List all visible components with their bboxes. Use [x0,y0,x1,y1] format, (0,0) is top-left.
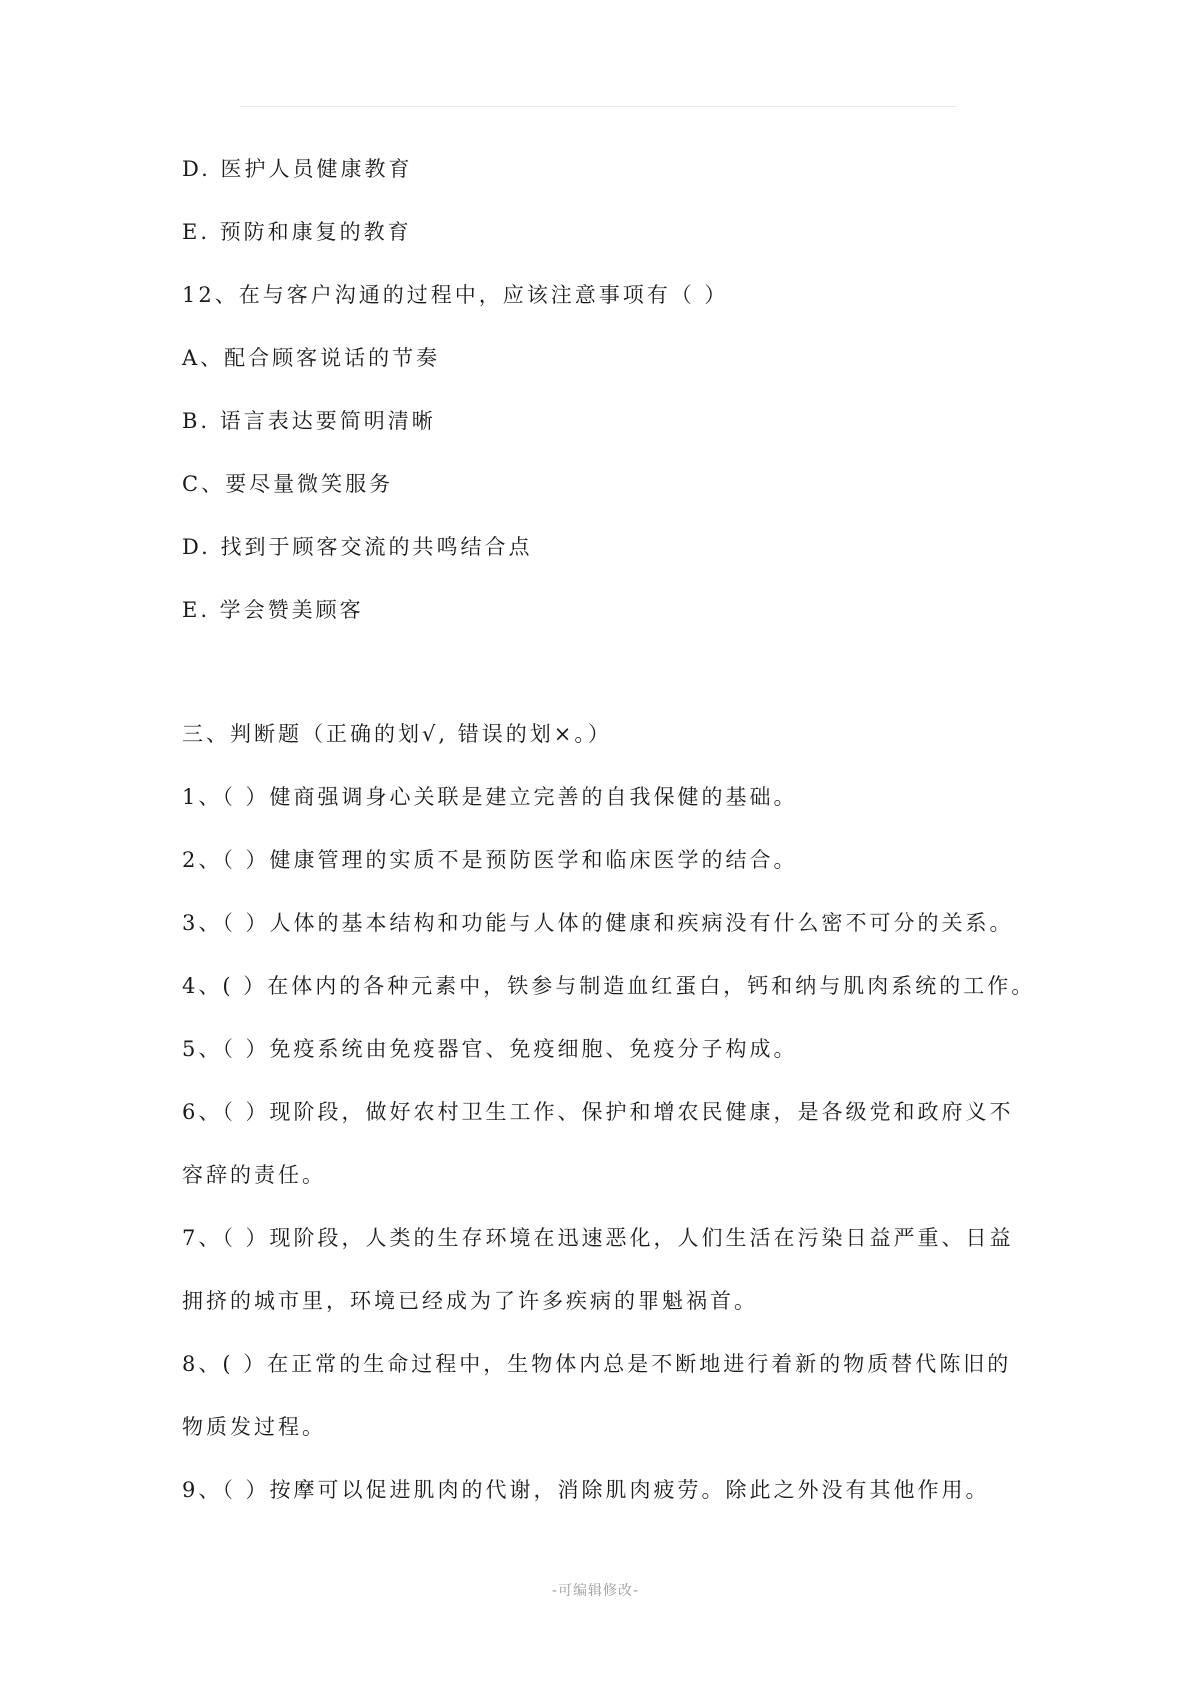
question-12-option-d: D. 找到于顾客交流的共鸣结合点 [182,535,533,559]
tf-item-7-line-2: 拥挤的城市里，环境已经成为了许多疾病的罪魁祸首。 [182,1289,758,1313]
tf-item-1: 1、（ ）健商强调身心关联是建立完善的自我保健的基础。 [182,785,798,809]
page-footer: -可编辑修改- [551,1583,640,1599]
tf-item-2: 2、（ ）健康管理的实质不是预防医学和临床医学的结合。 [182,848,798,872]
tf-item-5: 5、（ ）免疫系统由免疫器官、免疫细胞、免疫分子构成。 [182,1037,798,1061]
question-12-option-e: E. 学会赞美顾客 [182,598,364,622]
tf-item-8-line-1: 8、( ）在正常的生命过程中，生物体内总是不断地进行着新的物质替代陈旧的 [182,1352,1012,1376]
question-12-option-c: C、要尽量微笑服务 [182,472,394,496]
tf-item-6-line-1: 6、（ ）现阶段，做好农村卫生工作、保护和增农民健康，是各级党和政府义不 [182,1100,1014,1124]
question-12-option-a: A、配合顾客说话的节奏 [182,346,441,370]
tf-item-6-line-2: 容辞的责任。 [182,1163,326,1187]
option-e-q11: E. 预防和康复的教育 [182,220,412,244]
tf-item-9: 9、（ ）按摩可以促进肌肉的代谢，消除肌肉疲劳。除此之外没有其他作用。 [182,1478,990,1502]
tf-item-4: 4、( ）在体内的各种元素中，铁参与制造血红蛋白，钙和纳与肌肉系统的工作。 [182,974,1036,998]
header-rule [240,106,956,107]
tf-item-3: 3、（ ）人体的基本结构和功能与人体的健康和疾病没有什么密不可分的关系。 [182,911,1014,935]
tf-item-7-line-1: 7、（ ）现阶段，人类的生存环境在迅速恶化，人们生活在污染日益严重、日益 [182,1226,1014,1250]
tf-item-8-line-2: 物质发过程。 [182,1415,326,1439]
question-12-option-b: B. 语言表达要简明清晰 [182,409,436,433]
section-3-title: 三、判断题（正确的划√, 错误的划×。） [182,722,612,746]
question-12-stem: 12、在与客户沟通的过程中，应该注意事项有（ ） [182,283,729,307]
option-d-q11: D. 医护人员健康教育 [182,157,413,181]
